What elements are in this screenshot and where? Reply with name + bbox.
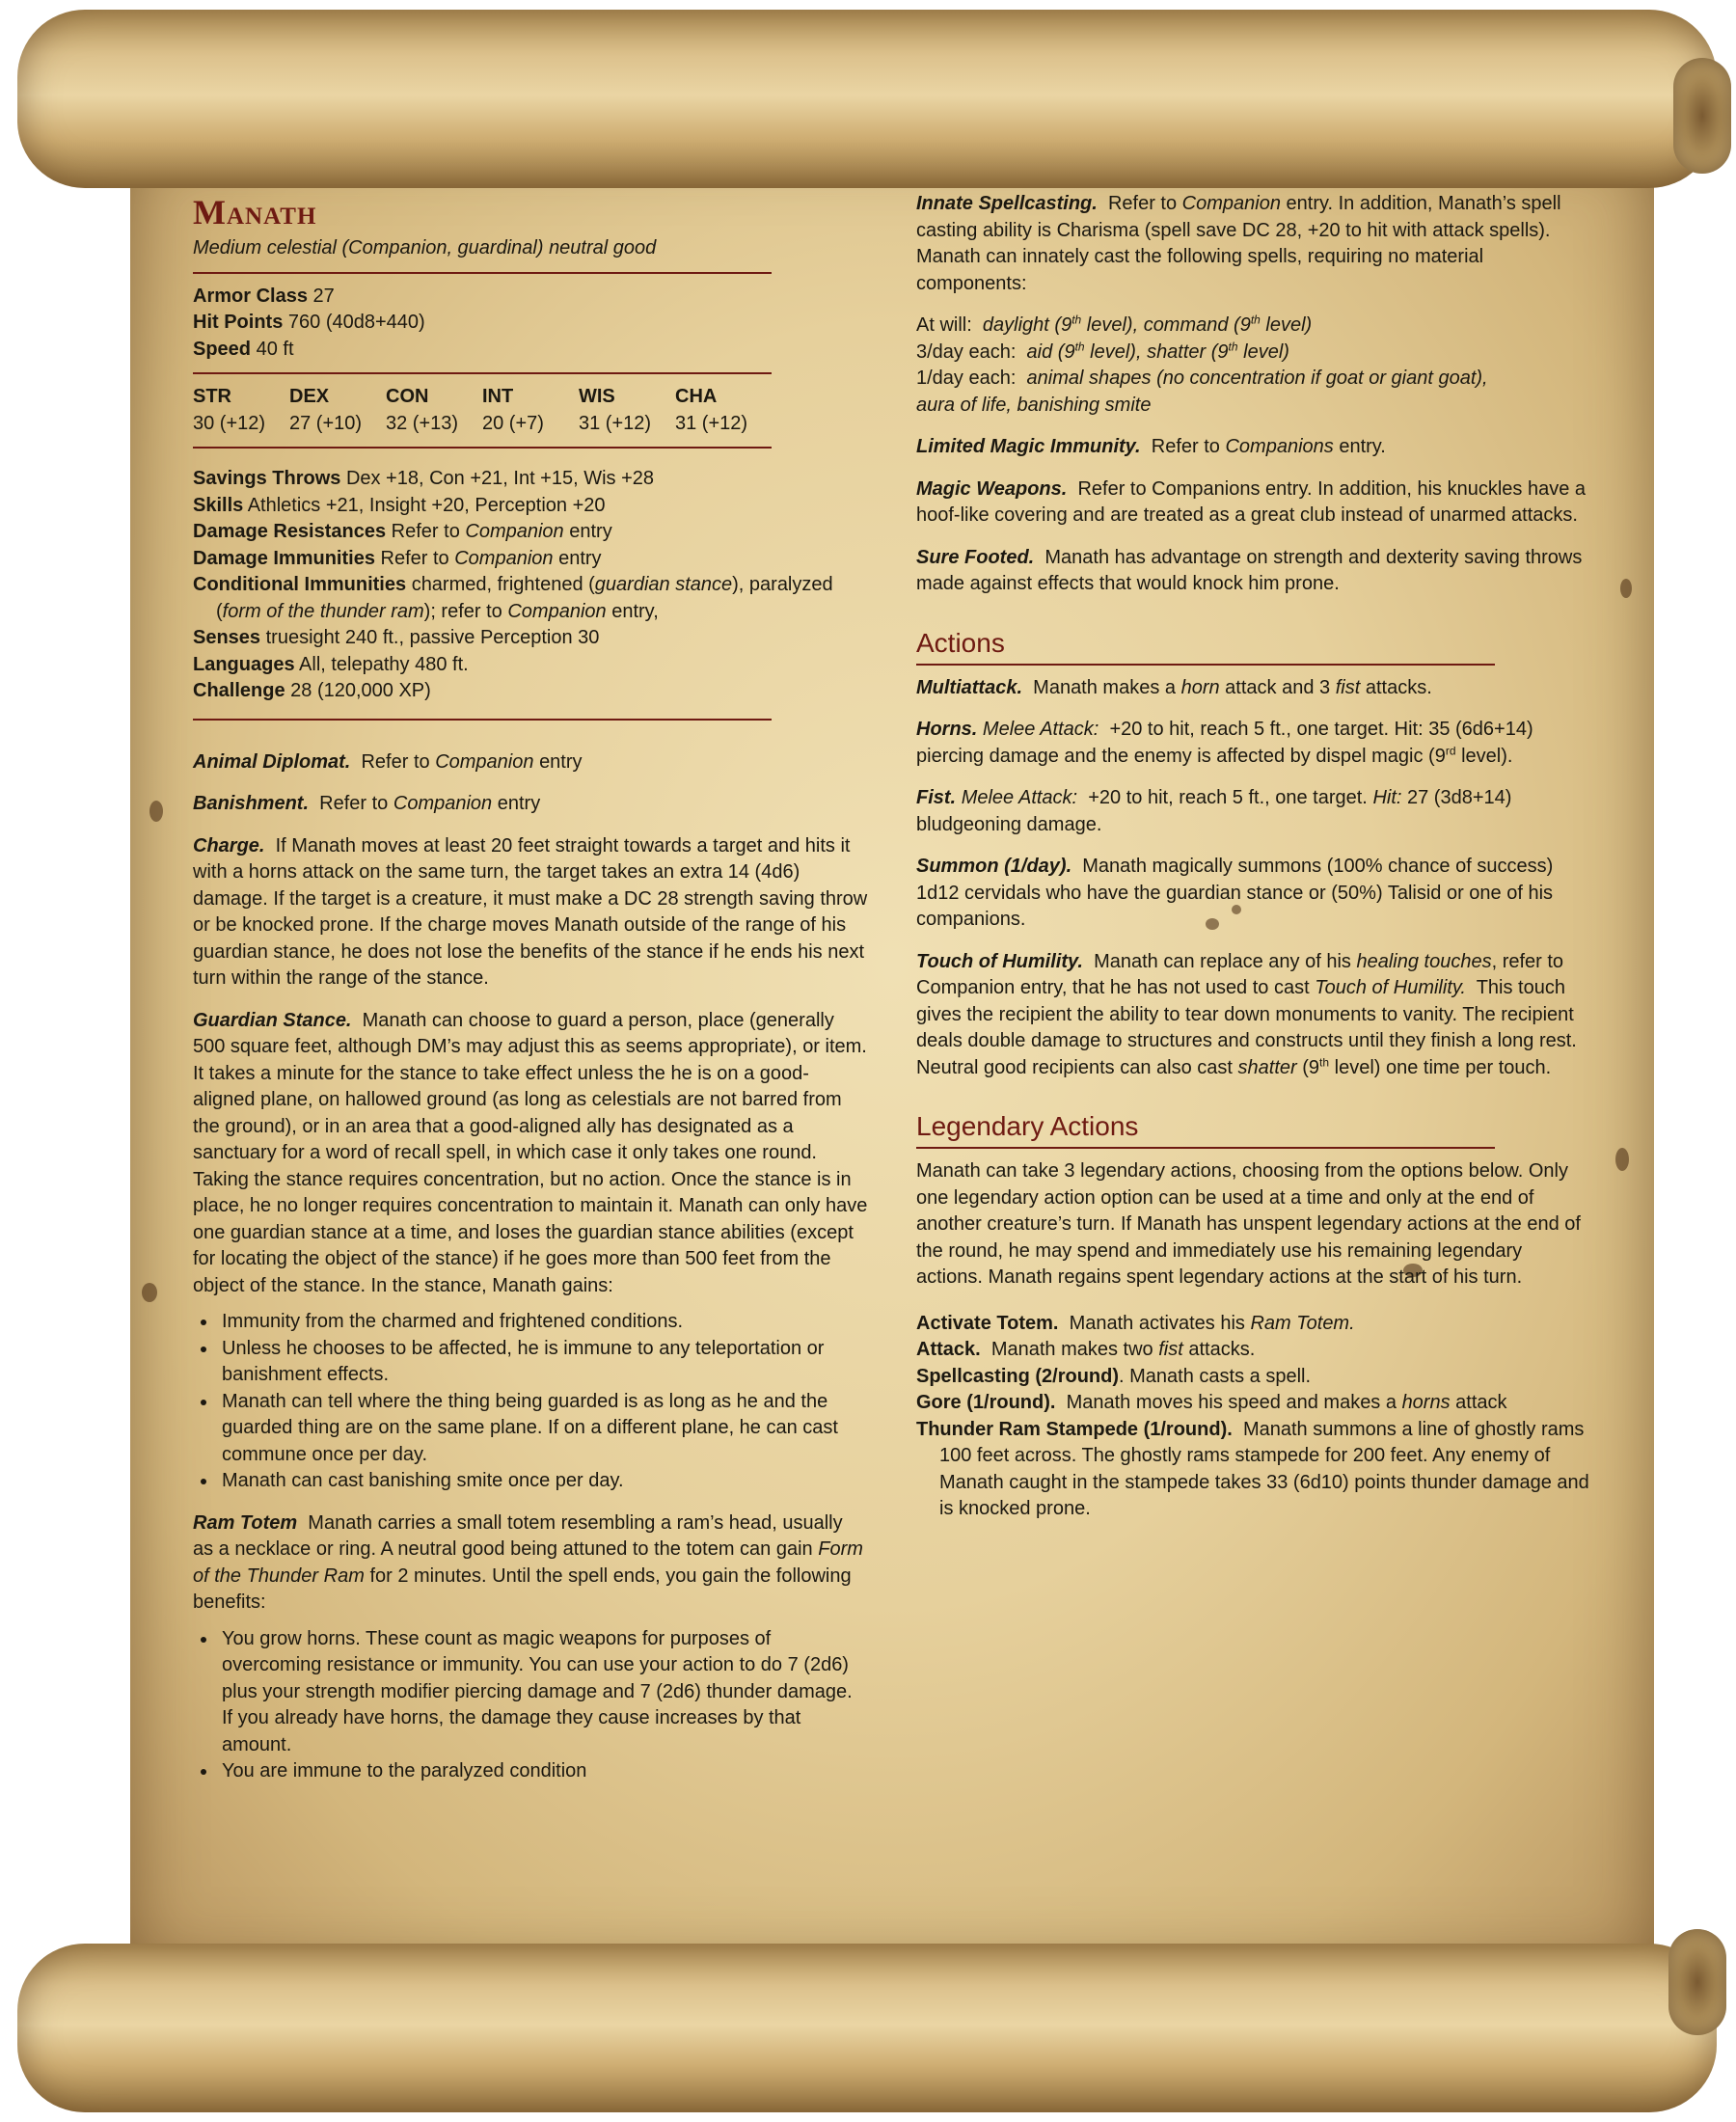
list-item: • Immunity from the charmed and frightened conditions. xyxy=(218,1309,868,1336)
conditional-immunities-line: Conditional Immunities charmed, frightened (guardian stance), paralyzed (form of the thunder ram); refer to Companion entry, xyxy=(193,574,833,622)
list-item: • Unless he chooses to be affected, he is immune to any teleportation or banishment effects. xyxy=(218,1336,868,1389)
legendary-thunder-ram-stampede: Thunder Ram Stampede (1/round). Manath summons a line of ghostly rams 100 feet across. The ghostly rams stampede for 200 feet. Any enemy of Manath caught in the stampede takes 33 (6d10) points thunder damage and is knocked prone. xyxy=(916,1418,1589,1519)
divider xyxy=(193,719,772,721)
action-touch-of-humility: Touch of Humility. Manath can replace any of his healing touches, refer to Companion entry, that he has not used to cast Touch of Humility. This touch gives the recipient the ability to tear down monuments to vanity. The recipient deals double damage to structures and constructs until they finish a long rest. Neutral good recipients can also cast shatter (9th level) one time per touch. xyxy=(916,950,1577,1078)
divider xyxy=(193,272,772,274)
trait-ram-totem: Ram Totem Manath carries a small totem resembling a ram’s head, usually as a necklace or ring. A neutral good being attuned to the totem can gain Form of the Thunder Ram for 2 minutes. Until the spell ends, you gain the following benefits: xyxy=(193,1511,863,1613)
ability-name: CHA xyxy=(675,386,718,407)
ink-stain xyxy=(1620,579,1632,598)
damage-immunities-line: Damage Immunities Refer to Companion entry xyxy=(193,547,602,569)
ink-stain xyxy=(1615,1148,1629,1171)
challenge-line: Challenge 28 (120,000 XP) xyxy=(193,680,431,701)
ability-name: STR xyxy=(193,386,231,407)
speed-line: Speed 40 ft xyxy=(193,338,294,360)
ability-score: 31 (+12) xyxy=(675,412,748,434)
right-column xyxy=(916,191,1591,1523)
creature-type-line: Medium celestial (Companion, guardinal) neutral good xyxy=(193,237,657,258)
legendary-attack: Attack. Manath makes two fist attacks. xyxy=(916,1339,1256,1360)
action-multiattack: Multiattack. Manath makes a horn attack and 3 fist attacks. xyxy=(916,676,1432,698)
divider xyxy=(916,1147,1495,1149)
scroll-top-roll-end xyxy=(1673,58,1731,174)
list-item: • You are immune to the paralyzed condition xyxy=(218,1758,868,1785)
legendary-activate-totem: Activate Totem. Manath activates his Ram Totem. xyxy=(916,1312,1355,1334)
trait-guardian-stance: Guardian Stance. Manath can choose to guard a person, place (generally 500 square feet, although DM’s may adjust this as seems appropriate), or item. It takes a minute for the stance to take effect unless the he is on a good-aligned plane, on hallowed ground (as long as celestials are not barred from the ground), or in an area that a good-aligned ally has designated as a sanctuary for a word of recall spell, in which case it only takes one round. Taking the stance requires concentration, but no action. Once the stance is in place, he no longer requires concentration to maintain it. Manath can only have one guardian stance at a time, and loses the guardian stance abilities (except for locating the object of the stance) if he goes more than 500 feet from the object of the stance. In the stance, Manath gains: xyxy=(193,1009,868,1296)
one-per-day-line-continued: aura of life, banishing smite xyxy=(916,394,1152,416)
senses-line: Senses truesight 240 ft., passive Perception 30 xyxy=(193,627,600,648)
left-column xyxy=(193,193,868,1801)
ability-score: 30 (+12) xyxy=(193,412,266,434)
ability-name: CON xyxy=(386,386,429,407)
ink-stain xyxy=(149,801,163,822)
ink-stain xyxy=(142,1283,157,1302)
scroll-bottom-roll xyxy=(17,1944,1717,2112)
ability-name: DEX xyxy=(289,386,330,407)
trait-magic-weapons: Magic Weapons. Refer to Companions entry. In addition, his knuckles have a hoof-like covering and are treated as a great club instead of unarmed attacks. xyxy=(916,477,1587,526)
ability-name: WIS xyxy=(579,386,615,407)
trait-animal-diplomat: Animal Diplomat. Refer to Companion entry xyxy=(193,750,583,773)
creature-name: Manath xyxy=(193,193,317,231)
action-horns: Horns. Melee Attack: +20 to hit, reach 5 ft., one target. Hit: 35 (6d6+14) piercing damage and the enemy is affected by dispel magic (9rd level). xyxy=(916,719,1533,767)
divider xyxy=(916,664,1495,666)
skills-line: Skills Athletics +21, Insight +20, Perception +20 xyxy=(193,494,606,516)
ability-name: INT xyxy=(482,386,514,407)
three-per-day-line: 3/day each: aid (9th level), shatter (9th level) xyxy=(916,339,1289,363)
detail-stats xyxy=(193,466,868,705)
list-item: • You grow horns. These count as magic weapons for purposes of overcoming resistance or immunity. You can use your action to do 7 (2d6) plus your strength modifier piercing damage and 7 (2d6) thunder damage. If you already have horns, the damage they cause increases by that amount. xyxy=(218,1626,868,1759)
guardian-stance-benefits xyxy=(193,1309,868,1495)
trait-banishment: Banishment. Refer to Companion entry xyxy=(193,793,541,814)
ability-score: 20 (+7) xyxy=(482,412,544,434)
legendary-spellcasting: Spellcasting (2/round). Manath casts a spell. xyxy=(916,1365,1312,1387)
saving-throws-line: Savings Throws Dex +18, Con +21, Int +15, Wis +28 xyxy=(193,468,655,489)
ability-score: 31 (+12) xyxy=(579,412,652,434)
ability-scores-row xyxy=(193,411,868,438)
trait-charge: Charge. If Manath moves at least 20 feet straight towards a target and hits it with a horns attack on the same turn, the target takes an extra 14 (4d6) damage. If the target is a creature, it must make a DC 28 strength saving throw or be knocked prone. If the charge moves Manath outside of the range of his guardian stance, he does not lose the benefits of the stance if he ends his next turn within the range of the stance. xyxy=(193,834,868,989)
basic-stats xyxy=(193,284,868,364)
at-will-line: At will: daylight (9th level), command (9th level) xyxy=(916,313,1313,336)
trait-sure-footed: Sure Footed. Manath has advantage on strength and dexterity saving throws made against effects that would knock him prone. xyxy=(916,546,1583,594)
scroll-bottom-roll-end xyxy=(1668,1929,1726,2035)
legendary-intro: Manath can take 3 legendary actions, choosing from the options below. Only one legendary action option can be used at a time and only at the end of another creature’s turn. If Manath has unspent legendary actions at the end of the round, he may spend and immediately use his remaining legendary actions. Manath regains spent legendary actions at the start of his turn. xyxy=(916,1160,1581,1288)
list-item: • Manath can tell where the thing being guarded is as long as he and the guarded thing are on the same plane. If on a different plane, he can cast commune once per day. xyxy=(218,1389,868,1469)
armor-class-line: Armor Class 27 xyxy=(193,285,335,307)
trait-limited-magic-immunity: Limited Magic Immunity. Refer to Companions entry. xyxy=(916,436,1386,457)
list-item: • Manath can cast banishing smite once per day. xyxy=(218,1468,868,1495)
trait-innate-spellcasting: Innate Spellcasting. Refer to Companion entry. In addition, Manath’s spell casting ability is Charisma (spell save DC 28, +20 to hit with attack spells). Manath can innately cast the following spells, requiring no material components: xyxy=(916,193,1561,294)
hit-points-line: Hit Points 760 (40d8+440) xyxy=(193,312,425,333)
scroll-top-roll xyxy=(17,10,1717,188)
languages-line: Languages All, telepathy 480 ft. xyxy=(193,653,469,675)
legendary-actions-heading: Legendary Actions xyxy=(916,1111,1139,1141)
ram-totem-benefits xyxy=(193,1626,868,1785)
ability-score: 32 (+13) xyxy=(386,412,459,434)
action-summon: Summon (1/day). Manath magically summons (100% chance of success) 1d12 cervidals who have the guardian stance or (50%) Talisid or one of his companions. xyxy=(916,856,1554,930)
ability-score: 27 (+10) xyxy=(289,412,363,434)
damage-resistances-line: Damage Resistances Refer to Companion entry xyxy=(193,521,612,542)
action-fist: Fist. Melee Attack: +20 to hit, reach 5 ft., one target. Hit: 27 (3d8+14) bludgeoning damage. xyxy=(916,787,1512,835)
actions-heading: Actions xyxy=(916,627,1005,658)
one-per-day-line: 1/day each: animal shapes (no concentration if goat or giant goat), xyxy=(916,367,1488,389)
ability-names-row xyxy=(193,384,868,411)
legendary-action-list xyxy=(916,1311,1591,1523)
ability-scores xyxy=(193,384,868,437)
divider xyxy=(193,372,772,374)
divider xyxy=(193,447,772,449)
innate-spell-list xyxy=(916,313,1591,419)
legendary-gore: Gore (1/round). Manath moves his speed and makes a horns attack xyxy=(916,1392,1507,1413)
